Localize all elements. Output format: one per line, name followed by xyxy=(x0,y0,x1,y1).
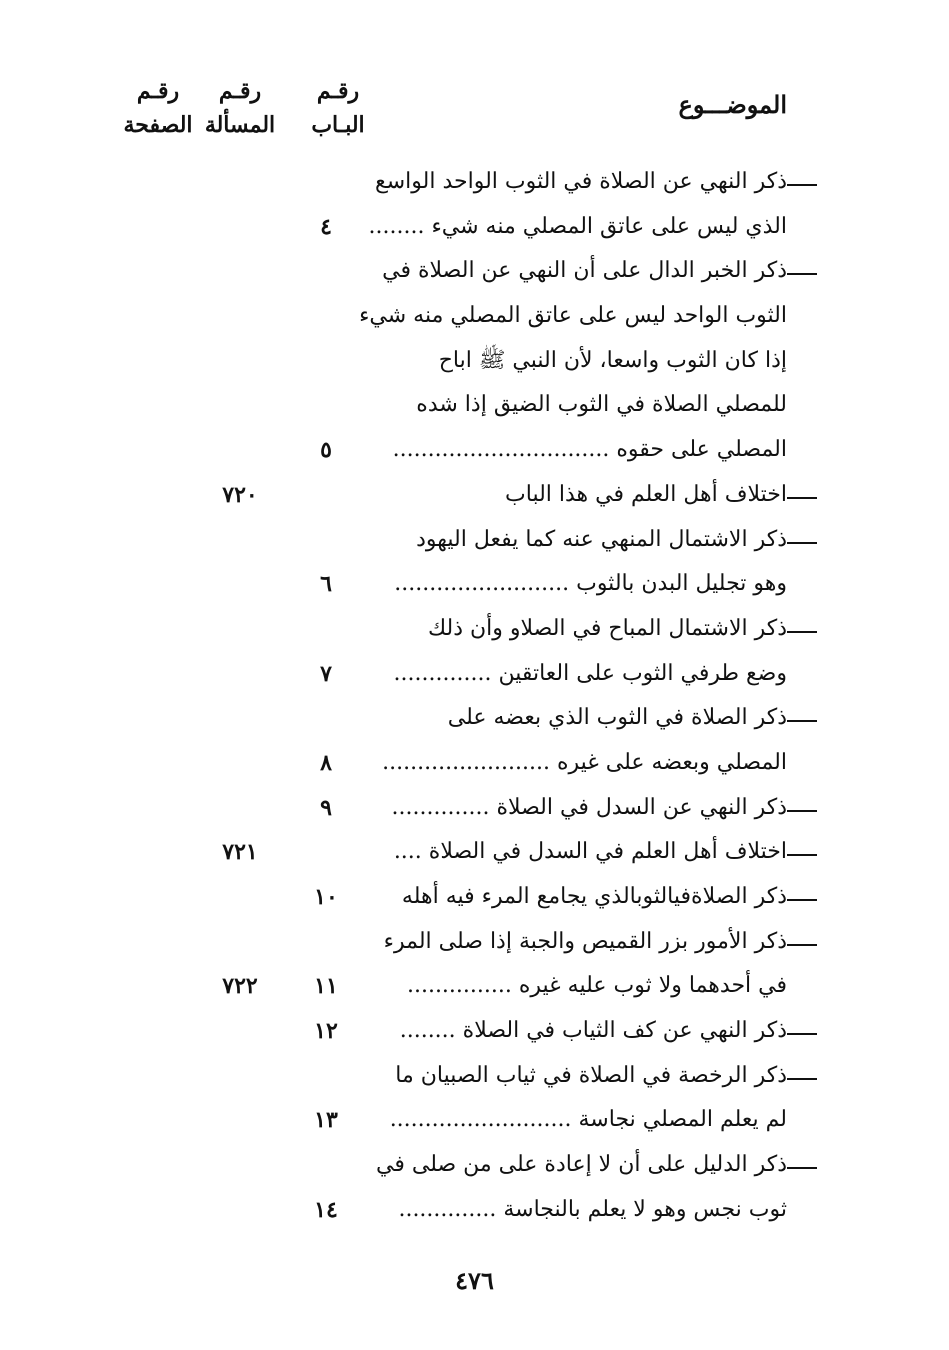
toc-line xyxy=(0,207,949,252)
entry-dash xyxy=(787,542,817,544)
toc-entry-text xyxy=(416,524,787,556)
entry-title: للمصلي الصلاة في الثوب الضيق إذا شده xyxy=(416,392,787,418)
toc-entry-text xyxy=(395,1060,787,1092)
toc-entry-text xyxy=(384,926,787,958)
leader-dots: .............. xyxy=(393,660,492,686)
toc-entry-text xyxy=(394,836,787,868)
toc-entry-text xyxy=(448,702,787,734)
toc-entry-text xyxy=(402,881,787,913)
subject-column-header: الموضـــوع xyxy=(678,90,787,119)
toc-entry-text xyxy=(390,1104,787,1136)
entry-title: ذكر الصلاةفيالثوبالذي يجامع المرء فيه أهله xyxy=(401,884,787,909)
toc-entry-text xyxy=(407,970,787,1002)
issue-header-bottom: المسألة xyxy=(204,112,276,138)
toc-line xyxy=(0,922,949,967)
entry-title: ذكر الاشتمال المنهي عنه كما يفعل اليهود xyxy=(416,526,787,552)
toc-entry-text xyxy=(359,300,787,332)
page-ref-number: ٧٢٢ xyxy=(222,973,258,1000)
entry-title: اختلاف أهل العلم في هذا الباب xyxy=(505,481,787,507)
leader-dots: ........ xyxy=(399,1018,456,1044)
issue-number-column-header xyxy=(200,74,280,142)
leader-dots: .......................... xyxy=(389,1107,572,1133)
toc-entry-text xyxy=(382,255,787,287)
page-ref-number: ٧٢٠ xyxy=(222,481,258,508)
entry-title: ذكر الأمور بزر القميص والجبة إذا صلى المرء xyxy=(383,928,787,954)
leader-dots: ............................... xyxy=(392,437,610,463)
chapter-number-column-header xyxy=(298,74,378,142)
toc-line xyxy=(0,162,949,207)
toc-entry-text xyxy=(394,658,787,690)
chapter-number: ٦ xyxy=(320,571,332,598)
chapter-number: ٨ xyxy=(320,749,332,776)
toc-line xyxy=(0,1100,949,1145)
toc-line xyxy=(0,520,949,565)
entry-title: اختلاف أهل العلم في السدل في الصلاة xyxy=(428,839,787,865)
entry-title: إذا كان الثوب واسعا، لأن النبي ﷺ اباح xyxy=(438,347,787,373)
entry-dash xyxy=(787,1033,817,1035)
toc-line xyxy=(0,475,949,520)
chapter-header-bottom: البـاب xyxy=(311,112,365,138)
entry-dash xyxy=(787,854,817,856)
toc-entry-text xyxy=(398,1194,787,1226)
entry-title: ذكر الدليل على أن لا إعادة على من صلى في xyxy=(376,1152,787,1178)
toc-line xyxy=(0,832,949,877)
toc-entry-text xyxy=(375,166,787,198)
toc-line xyxy=(0,788,949,833)
entry-title: ذكر الخبر الدال على أن النهي عن الصلاة في xyxy=(382,258,787,284)
leader-dots: ........ xyxy=(368,213,425,239)
toc-line xyxy=(0,430,949,475)
leader-dots: .... xyxy=(393,839,422,865)
toc-line xyxy=(0,251,949,296)
toc-line xyxy=(0,341,949,386)
page-header-bottom: الصفحة xyxy=(123,112,193,138)
entry-title: ثوب نجس وهو لا يعلم بالنجاسة xyxy=(503,1196,787,1222)
toc-line xyxy=(0,1056,949,1101)
entry-title: ذكر النهي عن السدل في الصلاة xyxy=(496,794,787,820)
chapter-header-top: رقـم xyxy=(316,78,360,104)
chapter-number: ٩ xyxy=(320,794,332,821)
toc-line xyxy=(0,385,949,430)
entry-title: ذكر النهي عن كف الثياب في الصلاة xyxy=(462,1018,787,1044)
page-number-column-header xyxy=(118,74,198,142)
toc-entry-text xyxy=(369,211,788,243)
entry-title: لم يعلم المصلي نجاسة xyxy=(578,1107,787,1133)
toc-line xyxy=(0,966,949,1011)
toc-line xyxy=(0,1011,949,1056)
entry-dash xyxy=(787,184,817,186)
entry-title: ذكر الرخصة في الصلاة في ثياب الصبيان ما xyxy=(395,1062,787,1088)
entry-title: الثوب الواحد ليس على عاتق المصلي منه شيء xyxy=(359,303,787,329)
chapter-number: ٤ xyxy=(320,213,332,240)
entry-title: المصلي وبعضه على غيره xyxy=(556,749,787,775)
chapter-number: ١٣ xyxy=(314,1107,338,1134)
entry-dash xyxy=(787,1078,817,1080)
toc-line xyxy=(0,1145,949,1190)
page-number: ٤٧٦ xyxy=(455,1266,494,1295)
chapter-number: ١٢ xyxy=(314,1018,338,1045)
toc-entry-text xyxy=(393,434,787,466)
toc-line xyxy=(0,564,949,609)
toc-line xyxy=(0,1190,949,1235)
leader-dots: ............... xyxy=(406,973,512,999)
toc-entry-text xyxy=(416,389,787,421)
entry-title: المصلي على حقوه xyxy=(616,437,787,463)
chapter-number: ٥ xyxy=(320,437,332,464)
entry-title: ذكر الصلاة في الثوب الذي بعضه على xyxy=(447,705,787,731)
entry-dash xyxy=(787,1167,817,1169)
toc-line xyxy=(0,698,949,743)
toc-entry-text xyxy=(382,747,787,779)
toc-line xyxy=(0,296,949,341)
page-ref-number: ٧٢١ xyxy=(222,839,258,866)
toc-entry-text xyxy=(376,1149,787,1181)
toc-entry-text xyxy=(439,345,787,377)
chapter-number: ٧ xyxy=(320,660,332,687)
chapter-number: ١٤ xyxy=(314,1196,338,1223)
toc-entry-text xyxy=(428,613,787,645)
entry-title: ذكر الاشتمال المباح في الصلاو وأن ذلك xyxy=(427,615,787,641)
toc-entry-text xyxy=(400,1015,787,1047)
entry-dash xyxy=(787,497,817,499)
page-header-top: رقـم xyxy=(136,78,180,104)
toc-line xyxy=(0,877,949,922)
entry-title: وضع طرفي الثوب على العاتقين xyxy=(498,660,787,686)
toc-entry-text xyxy=(505,479,787,511)
toc-line xyxy=(0,743,949,788)
toc-entry-text xyxy=(392,792,787,824)
entry-title: وهو تجليل البدن بالثوب xyxy=(576,571,787,597)
table-of-contents xyxy=(0,162,949,1235)
toc-entry-text xyxy=(394,568,787,600)
entry-title: في أحدهما ولا ثوب عليه غيره xyxy=(518,973,787,999)
entry-dash xyxy=(787,810,817,812)
entry-dash xyxy=(787,899,817,901)
entry-dash xyxy=(787,631,817,633)
leader-dots: ......................... xyxy=(394,571,570,597)
toc-line xyxy=(0,609,949,654)
issue-header-top: رقـم xyxy=(218,78,262,104)
entry-dash xyxy=(787,944,817,946)
entry-dash xyxy=(787,720,817,722)
leader-dots: ........................ xyxy=(382,749,550,775)
leader-dots: .............. xyxy=(391,794,490,820)
chapter-number: ١٠ xyxy=(314,884,338,910)
entry-title: ذكر النهي عن الصلاة في الثوب الواحد الواسع xyxy=(375,169,787,194)
chapter-number: ١١ xyxy=(314,973,338,1000)
entry-dash xyxy=(787,273,817,275)
entry-title: الذي ليس على عاتق المصلي منه شيء xyxy=(431,213,787,239)
toc-line xyxy=(0,654,949,699)
leader-dots: .............. xyxy=(398,1196,497,1222)
